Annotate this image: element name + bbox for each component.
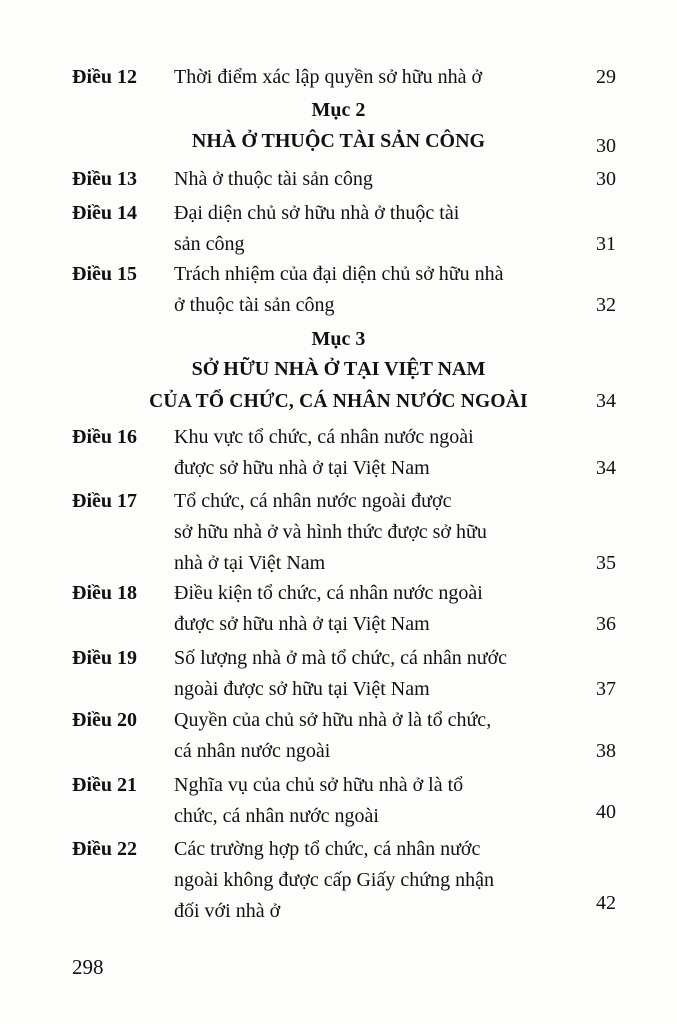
article-number: Điều 18	[72, 582, 137, 604]
article-number: Điều 22	[72, 838, 137, 860]
article-title: Số lượng nhà ở mà tổ chức, cá nhân nước ngoài được sở hữu tại Việt Nam	[174, 647, 508, 700]
section-heading: Mục 3	[311, 328, 366, 350]
article-title: Đại diện chủ sở hữu nhà ở thuộc tài sản công	[174, 202, 460, 255]
page-ref: 36	[596, 613, 616, 635]
article-title: Quyền của chủ sở hữu nhà ở là tổ chức, cá nhân nước ngoài	[174, 709, 492, 762]
article-number: Điều 13	[72, 168, 137, 190]
section-heading: Mục 2	[311, 99, 366, 121]
page-ref: 35	[596, 552, 616, 574]
page-number: 298	[72, 955, 104, 979]
page-ref: 32	[596, 294, 616, 316]
page-ref: 30	[596, 135, 616, 157]
article-number: Điều 12	[72, 66, 137, 88]
article-title: Điều kiện tổ chức, cá nhân nước ngoài được sở hữu nhà ở tại Việt Nam	[174, 582, 483, 635]
article-title: Các trường hợp tổ chức, cá nhân nước ngoài không được cấp Giấy chứng nhận đối với nhà ở	[174, 838, 494, 922]
section-title: NHÀ Ở THUỘC TÀI SẢN CÔNG	[191, 130, 486, 152]
article-number: Điều 15	[72, 263, 137, 285]
page-ref: 30	[596, 168, 616, 190]
page-ref: 38	[596, 740, 616, 762]
article-number: Điều 20	[72, 709, 137, 731]
article-number: Điều 21	[72, 774, 137, 796]
page-ref: 31	[596, 233, 616, 255]
page-ref: 29	[596, 66, 616, 88]
article-number: Điều 16	[72, 426, 137, 448]
article-number: Điều 14	[72, 202, 137, 224]
article-title: Khu vực tổ chức, cá nhân nước ngoài được sở hữu nhà ở tại Việt Nam	[174, 426, 474, 479]
article-title: Nghĩa vụ của chủ sở hữu nhà ở là tổ chức, cá nhân nước ngoài	[174, 774, 464, 827]
page-ref: 34	[596, 390, 616, 412]
page-ref: 37	[596, 678, 616, 700]
article-number: Điều 17	[72, 490, 137, 512]
page-ref: 42	[596, 892, 616, 914]
article-title: Nhà ở thuộc tài sản công	[174, 168, 373, 190]
article-number: Điều 19	[72, 647, 137, 669]
page-ref: 34	[596, 457, 616, 479]
article-title: Tổ chức, cá nhân nước ngoài được sở hữu nhà ở và hình thức được sở hữu nhà ở tại Việt Nam	[174, 490, 487, 574]
section-title: CỦA TỔ CHỨC, CÁ NHÂN NƯỚC NGOÀI	[149, 391, 528, 412]
section-title: SỞ HỮU NHÀ Ở TẠI VIỆT NAM	[191, 358, 486, 380]
page-ref: 40	[596, 801, 616, 823]
article-title: Thời điểm xác lập quyền sở hữu nhà ở	[174, 66, 483, 88]
article-title: Trách nhiệm của đại diện chủ sở hữu nhà ở thuộc tài sản công	[174, 263, 504, 316]
